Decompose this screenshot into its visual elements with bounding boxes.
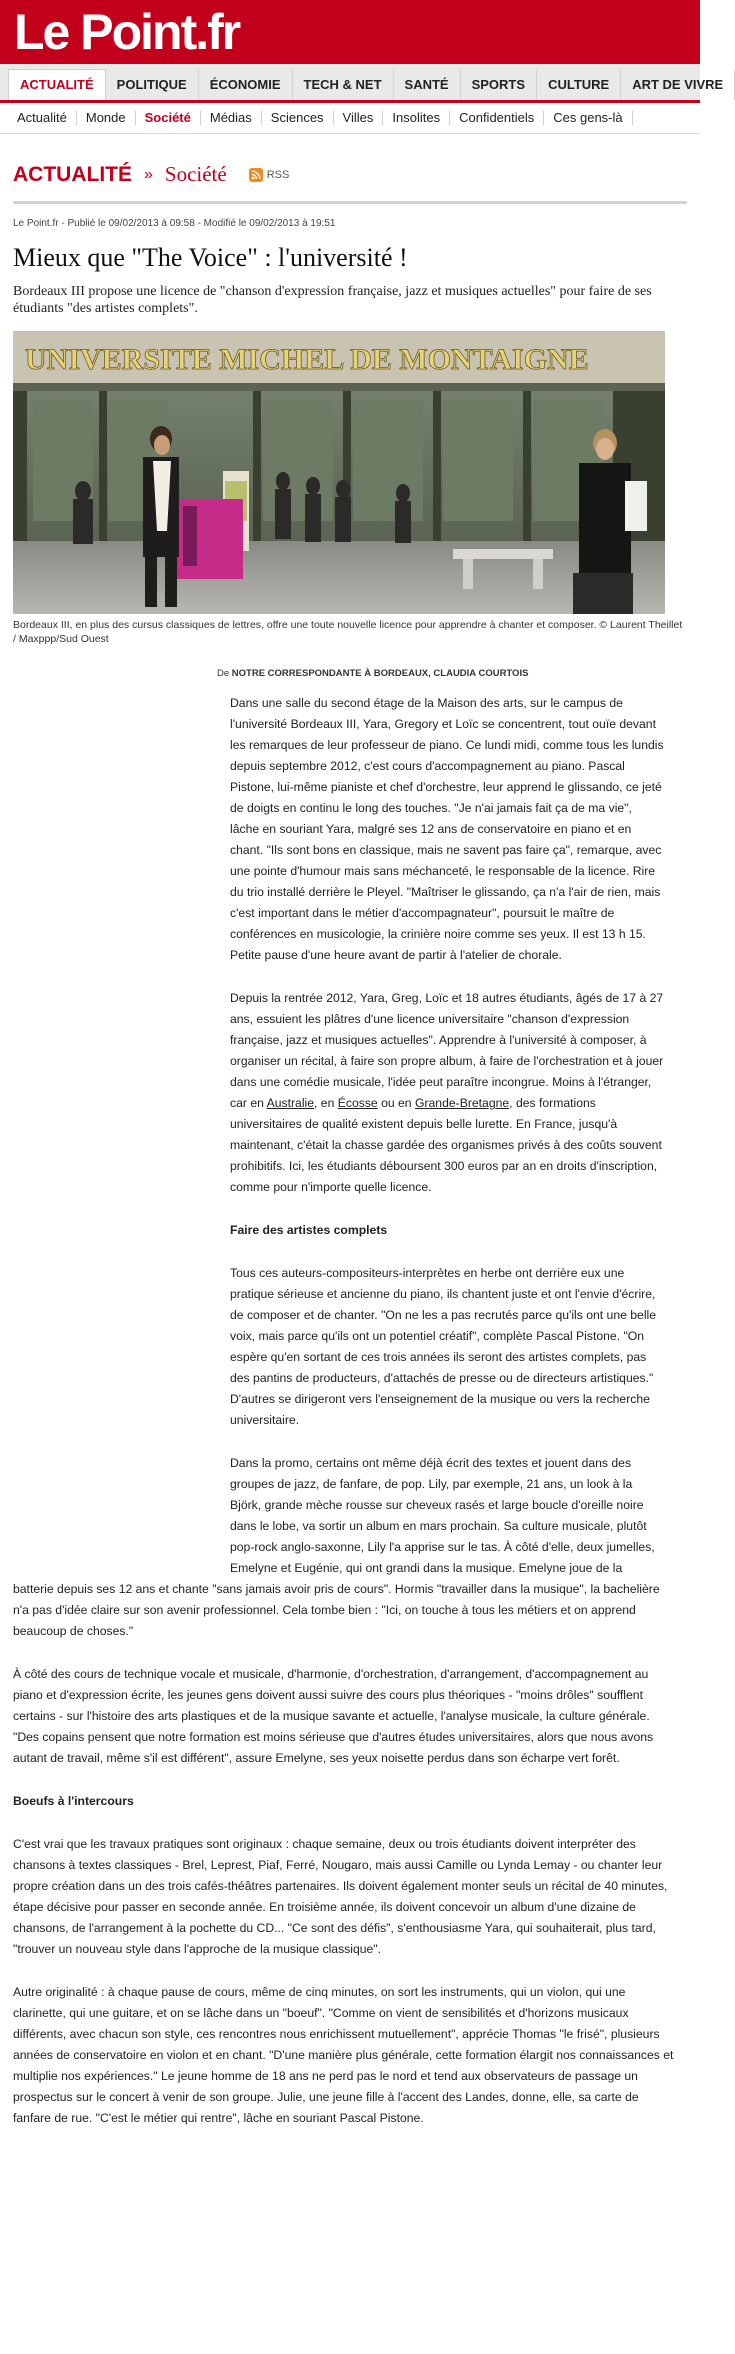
article-photo — [13, 331, 665, 614]
paragraph-2-part-d: , des formations universitaires de qualité existent depuis belle lurette. En France, jusqu'à maintenant, c'était la chasse gardée des organismes privés à des coûts souvent prohibitifs. Ici, les étudiants déboursent 300 euros par an en droits d'inscription, comme pour n'importe quelle licence. — [230, 1096, 662, 1194]
nav-sub-monde[interactable]: Monde — [77, 111, 136, 125]
photo-banner-text: UNIVERSITE MICHEL DE MONTAIGNE — [25, 343, 589, 376]
masthead — [0, 0, 700, 64]
nav-sub-societe[interactable]: Société — [136, 111, 201, 125]
byline-prefix: De — [217, 668, 232, 679]
paragraph-7: Autre originalité : à chaque pause de cours, même de cinq minutes, on sort les instruments, qui un violon, qui une clarinette, qui une guitare, et on se lâche dans un "boeuf". "Comme on vient de sensibilités et d'horizons musicaux différents, avec chacun son style, ces rencontres nous enrichissent mutuellement", apprécie Thomas "le frisé", plusieurs années de conservatoire en violon et en chant. "D'une manière plus générale, cette formation élargit nos connaissances et multiplie nos expériences." Le jeune homme de 18 ans ne perd pas le nord et tend aux observateurs de passage un prospectus sur le concert à venir de son groupe. Julie, une jeune fille à l'accent des Landes, donne, elle, sa carte de fanfare de rue. "C'est le métier qui rentre", lâche en souriant Pascal Pistone. — [13, 1985, 674, 2125]
paragraph-5: À côté des cours de technique vocale et musicale, d'harmonie, d'orchestration, d'arrangement, d'accompagnement au piano et d'expression écrite, les jeunes gens doivent aussi suivre des cours plus théoriques - "moins drôles" soufflent certains - sur l'histoire des arts plastiques et de la musique savante et actuelle, l'analyse musicale, la culture générale. "Des copains pensent que notre formation est moins sérieuse que d'autres études universitaires, alors que nous avons autant de travail, même s'il est différent", assure Emelyne, ses yeux noisette perdus dans son écharpe vert forêt. — [13, 1667, 654, 1765]
article-lede: Bordeaux III propose une licence de "chanson d'expression française, jazz et musiques actuelles" pour faire de ses étudiants "des artistes complets". — [13, 284, 652, 316]
nav-main-culture[interactable]: CULTURE — [537, 70, 621, 100]
section-separator: » — [144, 165, 153, 183]
nav-sub-insolites[interactable]: Insolites — [383, 111, 450, 125]
paragraph-2 — [230, 988, 664, 1198]
paragraph-1: Dans une salle du second étage de la Maison des arts, sur le campus de l'université Bordeaux III, Yara, Gregory et Loïc se concentrent, tout ouïe devant les remarques de leur professeur de piano. Ce lundi midi, comme tous les lundis depuis septembre 2012, c'est cours d'accompagnement au piano. Pascal Pistone, lui-même pianiste et chef d'orchestre, leur apprend le glissando, ce jeté de doigts en continu le long des touches. "Je n'ai jamais fait ça de ma vie", lâche en souriant Yara, malgré ses 12 ans de conservatoire en piano et en chant. "Ils sont bons en classique, mais ne savent pas faire ça", remarque, avec une pointe d'humour mais sans méchanceté, le responsable de la licence. Rire du trio installé derrière le Pleyel. "Maîtriser le glissando, ça n'a l'air de rien, mais c'est important dans le métier d'accompagnateur", poursuit le maître de conférences en musicologie, la crinière noire comme ses yeux. Il est 13 h 15. Petite pause d'une heure avant de partir à l'atelier de chorale. — [230, 696, 664, 962]
nav-sub-sciences[interactable]: Sciences — [262, 111, 334, 125]
paragraph-6: C'est vrai que les travaux pratiques sont originaux : chaque semaine, deux ou trois étudiants doivent interpréter des chansons à textes classiques - Brel, Leprest, Piaf, Ferré, Nougaro, mais aussi Camille ou Lynda Lemay - ou chanter leur propre création dans un des trois cafés-théâtres partenaires. Ils doivent également monter seuls un récital de 40 minutes, étape décisive pour passer en seconde année. En troisième année, ils doivent concevoir un album d'une dizaine de chansons, de l'arrangement à la pochette du CD... "Ce sont des défis", s'enthousiasme Yara, qui souhaiterait, plus tard, "trouver un nouveau style dans l'approche de la musique classique". — [13, 1837, 668, 1956]
byline — [217, 668, 687, 679]
link-australie[interactable]: Australie — [266, 1096, 315, 1110]
nav-sub-ces-gens-la[interactable]: Ces gens-là — [544, 111, 632, 125]
link-grande-bretagne[interactable]: Grande-Bretagne — [414, 1096, 510, 1110]
rss-link[interactable] — [249, 168, 290, 182]
byline-author: NOTRE CORRESPONDANTE À BORDEAUX, CLAUDIA COURTOIS — [231, 668, 529, 679]
nav-main-sports[interactable]: SPORTS — [461, 70, 537, 100]
paragraph-2-part-c: ou en — [377, 1096, 415, 1110]
subheading-boeufs: Boeufs à l'intercours — [13, 1794, 134, 1808]
site-logo[interactable]: Le Point.fr — [14, 4, 240, 60]
article-body — [0, 693, 700, 2129]
subheading-artistes-complets: Faire des artistes complets — [230, 1223, 388, 1237]
nav-sub-actualite[interactable]: Actualité — [8, 111, 77, 125]
photo-caption: Bordeaux III, en plus des cursus classiques de lettres, offre une toute nouvelle licence pour apprendre à chanter et composer. © Laurent Theillet / Maxppp/Sud Ouest — [13, 619, 683, 645]
subsection-name[interactable]: Société — [164, 162, 227, 186]
nav-main-sante[interactable]: SANTÉ — [394, 70, 461, 100]
nav-main-art-de-vivre[interactable]: ART DE VIVRE — [621, 70, 735, 100]
article-title: Mieux que "The Voice" : l'université ! — [13, 243, 408, 272]
nav-main-economie[interactable]: ÉCONOMIE — [199, 70, 293, 100]
nav-main-tech-net[interactable]: TECH & NET — [293, 70, 394, 100]
nav-sub-villes[interactable]: Villes — [334, 111, 384, 125]
paragraph-4: Dans la promo, certains ont même déjà écrit des textes et jouent dans des groupes de jazz, de fanfare, de pop. Lily, par exemple, 21 ans, un look à la Björk, grande mèche rousse sur cheveux rasés et large boucle d'oreille noire dans le lobe, va sortir un album en mars prochain. Sa culture musicale, plutôt pop-rock anglo-saxonne, Lily l'a apprise sur le tas. À côté d'elle, deux jumelles, Emelyne et Eugénie, qui ont grandi dans la musique. Emelyne joue de la — [230, 1456, 655, 1575]
paragraph-3: Tous ces auteurs-compositeurs-interprètes en herbe ont derrière eux une pratique sérieuse et ancienne du piano, ils chantent juste et ont l'envie d'écrire, de composer et de chanter. "On ne les a pas recrutés parce qu'ils ont une belle voix, mais parce qu'ils ont un potentiel créatif", complète Pascal Pistone. "On espère qu'en sortant de ces trois années ils seront des artistes complets, pas des pantins de producteurs, d'attachés de presse ou de directeurs artistiques." D'autres se dirigeront vers l'enseignement de la musique ou vers la recherche universitaire. — [230, 1266, 657, 1427]
paragraph-2-part-a: Depuis la rentrée 2012, Yara, Greg, Loïc et 18 autres étudiants, âgés de 17 à 27 ans, essuient les plâtres d'une licence universitaire "chanson d'expression française, jazz et musiques actuelles". Apprendre à l'université à composer, à organiser un récital, à faire son propre album, à faire de l'orchestration et à jouer dans une comédie musicale, l'idée peut paraître incongrue. Moins à l'étranger, car en — [230, 991, 664, 1110]
main-navigation — [0, 64, 724, 103]
publication-meta: Le Point.fr - Publié le 09/02/2013 à 09:58 - Modifié le 09/02/2013 à 19:51 — [13, 218, 336, 229]
nav-sub-confidentiels[interactable]: Confidentiels — [450, 111, 544, 125]
sub-navigation — [0, 103, 700, 134]
nav-sub-medias[interactable]: Médias — [201, 111, 262, 125]
link-ecosse[interactable]: Écosse — [337, 1096, 378, 1110]
paragraph-4-continued: batterie depuis ses 12 ans et chante "sans jamais avoir pris de cours". Hormis "travailler dans la musique", la bachelière n'a pas d'idée claire sur son avenir professionnel. Cela tombe bien : "Ici, on touche à tous les métiers et on apprend beaucoup de choses." — [13, 1582, 660, 1638]
section-header — [13, 162, 687, 204]
rss-label: RSS — [266, 168, 290, 181]
nav-main-politique[interactable]: POLITIQUE — [106, 70, 199, 100]
rss-icon — [249, 168, 263, 182]
nav-main-actualite[interactable]: ACTUALITÉ — [8, 69, 106, 100]
paragraph-2-part-b: , en — [314, 1096, 338, 1110]
section-name[interactable]: ACTUALITÉ — [13, 162, 132, 186]
